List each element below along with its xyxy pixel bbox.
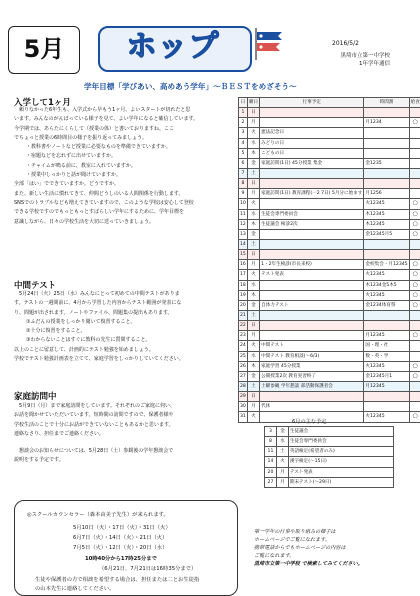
cell-day: 11 xyxy=(239,209,248,219)
cell-lunch: ◯ xyxy=(409,199,420,209)
table-row xyxy=(239,280,420,290)
cell-day: 29 xyxy=(239,392,248,402)
cell-weekday: 金 xyxy=(247,158,259,168)
table-row xyxy=(239,219,420,229)
cell-event xyxy=(260,179,364,189)
cell-timetable xyxy=(364,321,409,331)
table-header-row xyxy=(239,98,420,108)
cell-weekday: 金 xyxy=(276,427,288,437)
cell-event xyxy=(260,290,364,300)
section-heading-home-visit: 家庭訪問中 xyxy=(14,390,57,402)
cell-event: 期末テスト(～29日) xyxy=(288,477,393,487)
cell-lunch xyxy=(409,250,420,260)
cell-timetable xyxy=(364,108,409,118)
cell-day: 14 xyxy=(265,457,277,467)
cell-day: 11 xyxy=(265,447,277,457)
cell-timetable: 木1234金5木5 xyxy=(364,280,409,290)
cell-event: みどりの日 xyxy=(260,138,364,148)
cell-day: 19 xyxy=(239,290,248,300)
cell-weekday: 金 xyxy=(247,371,259,381)
cell-event: 代休 xyxy=(260,402,364,412)
paragraph: 学校でテスト勉強計画表を立てて、家庭学習をしっかりしていてください。 xyxy=(14,355,236,364)
cell-day: 24 xyxy=(239,341,248,351)
column-header-day: 日 xyxy=(239,98,248,108)
cell-event xyxy=(260,168,364,178)
cell-lunch: ◯ xyxy=(409,412,420,422)
cell-lunch xyxy=(409,341,420,351)
cell-day: 8 xyxy=(239,179,248,189)
cell-lunch xyxy=(409,402,420,412)
table-row xyxy=(239,351,420,361)
counselor-contact-note: の山本先生に連絡してください。 xyxy=(35,584,114,592)
cell-weekday: 金 xyxy=(247,229,259,239)
cell-lunch: ◯ xyxy=(409,219,420,229)
cell-event: 生徒議会 検診2次 xyxy=(260,219,364,229)
cell-lunch xyxy=(409,138,420,148)
table-row xyxy=(239,412,420,422)
paragraph: お話を聞かせていただいています。短時間の訪問ですので、保護者様や xyxy=(14,411,236,420)
cell-timetable xyxy=(364,168,409,178)
cell-event: 生徒会専門委員会 xyxy=(260,209,364,219)
cell-event xyxy=(260,118,364,128)
cell-day: 6 xyxy=(239,158,248,168)
cell-weekday: 月 xyxy=(247,260,259,270)
cell-day: 12 xyxy=(239,219,248,229)
cell-day: 27 xyxy=(265,477,277,487)
cell-day: 18 xyxy=(239,280,248,290)
cell-weekday: 水 xyxy=(247,280,259,290)
table-row xyxy=(239,381,420,391)
cell-event xyxy=(260,199,364,209)
table-row xyxy=(239,148,420,158)
cell-weekday: 日 xyxy=(247,108,259,118)
paragraph: り、問題が出されます。ノートやファイル、問題集の提出もあります。 xyxy=(14,309,236,318)
cell-timetable xyxy=(364,128,409,138)
cell-event: 漢字検定(～15日) xyxy=(288,457,393,467)
note-line: ホームページでご覧になれます。 xyxy=(254,536,414,544)
paragraph: 学校生活のことで十分にお話ができていないこともあるかと思います。 xyxy=(14,421,236,430)
cell-timetable xyxy=(364,250,409,260)
cell-event: 家庭訪問(1日) 45分授業 集金 xyxy=(260,158,364,168)
cell-event xyxy=(260,321,364,331)
note-line: 第一学年の行事や取り組みの様子は xyxy=(254,528,414,536)
cell-weekday: 木 xyxy=(247,219,259,229)
cell-weekday: 火 xyxy=(247,270,259,280)
cell-event xyxy=(260,229,364,239)
cell-event: テスト発表 xyxy=(260,270,364,280)
cell-weekday: 月 xyxy=(247,331,259,341)
cell-weekday: 水 xyxy=(276,437,288,447)
cell-weekday: 火 xyxy=(247,128,259,138)
cell-weekday: 火 xyxy=(276,457,288,467)
checklist-item: ②十分に復習をすること。 xyxy=(14,327,236,336)
table-row xyxy=(265,437,394,447)
cell-event: 公開授業2次 教育実習終了 xyxy=(260,371,364,381)
cell-lunch: ◯ xyxy=(409,280,420,290)
section-midterm-body xyxy=(14,290,236,364)
cell-timetable xyxy=(364,402,409,412)
cell-weekday: 土 xyxy=(247,310,259,320)
cell-weekday: 土 xyxy=(247,381,259,391)
table-row xyxy=(239,239,420,249)
cell-day: 27 xyxy=(239,371,248,381)
checklist-item: ・宿題などを忘れずに出せていますか。 xyxy=(14,152,236,161)
cell-day: 26 xyxy=(239,361,248,371)
paragraph: できる学校ですのでもっともっとすばらしい学年にするために、学年目標を xyxy=(14,208,236,217)
cell-day: 4 xyxy=(239,138,248,148)
table-row xyxy=(239,118,420,128)
checklist-item: ③わからないことはすぐに教科の先生に質問すること。 xyxy=(14,336,236,345)
cell-event xyxy=(260,280,364,290)
cell-event xyxy=(260,392,364,402)
cell-lunch xyxy=(409,321,420,331)
paragraph: 5月24日（火）25日（水）みんなにとって初めての中間テストがありま xyxy=(14,290,236,299)
paragraph: 今学期では、あらたにくらして（授業の体）と書いておりますね。ここ xyxy=(14,125,236,134)
table-row xyxy=(239,209,420,219)
cell-weekday: 水 xyxy=(247,351,259,361)
paragraph: また、新しい生活に慣れてきて、仲間どうしのいる人間関係を行動します。 xyxy=(14,190,236,199)
cell-day: 1 xyxy=(239,108,248,118)
cell-lunch xyxy=(409,351,420,361)
cell-lunch xyxy=(409,128,420,138)
newsletter-type: 1年学年通信 xyxy=(330,59,390,67)
table-row xyxy=(265,427,394,437)
table-row xyxy=(239,310,420,320)
cell-timetable: 金1235 xyxy=(364,158,409,168)
cell-lunch: ◯ xyxy=(409,290,420,300)
section-home-visit-body xyxy=(14,402,236,439)
cell-timetable: 国・理・社 xyxy=(364,341,409,351)
checklist-item: ・教科書やノートなど授業に必要なものを準備できていますか。 xyxy=(14,143,236,152)
cell-timetable xyxy=(364,138,409,148)
table-row xyxy=(239,250,420,260)
cell-lunch xyxy=(409,148,420,158)
table-row xyxy=(239,290,420,300)
cell-day: 20 xyxy=(265,467,277,477)
column-header-lunch: 給食 xyxy=(409,98,420,108)
cell-event xyxy=(260,108,364,118)
cell-weekday: 土 xyxy=(276,447,288,457)
table-row xyxy=(239,321,420,331)
cell-day: 28 xyxy=(239,381,248,391)
cell-lunch: ◯ xyxy=(409,371,420,381)
cell-lunch: ◯ xyxy=(409,209,420,219)
cell-day: 2 xyxy=(239,118,248,128)
cell-timetable: 月1234 xyxy=(364,118,409,128)
cell-lunch xyxy=(409,239,420,249)
cell-event: 家庭学習 45分授業 xyxy=(260,361,364,371)
cell-lunch: ◯ xyxy=(409,300,420,310)
table-row xyxy=(239,229,420,239)
checklist-item: ・授業中しっかりと話が聞けていますか。 xyxy=(14,171,236,180)
cell-timetable: 火12345 xyxy=(364,199,409,209)
cell-weekday: 木 xyxy=(247,361,259,371)
cell-lunch xyxy=(409,189,420,199)
cell-day: 21 xyxy=(239,310,248,320)
cell-weekday: 金 xyxy=(247,300,259,310)
cell-timetable: 月12345 xyxy=(364,381,409,391)
counselor-dates-may: 5月10日（火）・17日（火）・31日（火） xyxy=(73,523,171,531)
cell-weekday: 月 xyxy=(276,477,288,487)
cell-event xyxy=(260,239,364,249)
table-row xyxy=(239,158,420,168)
paragraph: 全部「はい」でできていますか。どうですか。 xyxy=(14,180,236,189)
cell-lunch: ◯ xyxy=(409,260,420,270)
table-row xyxy=(239,179,420,189)
cell-event: 土曜参観 学年懇談 部活動保護者会 xyxy=(260,381,364,391)
section-heading-midterm: 中間テスト xyxy=(14,279,56,291)
table-row xyxy=(265,467,394,477)
cell-lunch: ◯ xyxy=(409,229,420,239)
cell-lunch xyxy=(409,381,420,391)
cell-timetable: 火12345 xyxy=(364,361,409,371)
cell-event xyxy=(260,250,364,260)
cell-weekday: 木 xyxy=(247,148,259,158)
cell-day: 9 xyxy=(239,189,248,199)
cell-weekday: 月 xyxy=(276,467,288,477)
table-row xyxy=(239,331,420,341)
note-line: 携帯電話からでもホームページの内容は xyxy=(254,544,414,552)
cell-event: 家庭訪問(1日) 教育課程(一2 7日) 5月分に始ます xyxy=(260,189,364,199)
cell-day: 13 xyxy=(239,229,248,239)
section-first-month-body xyxy=(14,106,236,227)
month-badge: 5月 xyxy=(8,26,80,74)
paragraph: 懇談会のお知らせについては、5月28日（土）参観後の学年懇談会で xyxy=(14,447,236,456)
cell-weekday: 土 xyxy=(247,168,259,178)
table-row xyxy=(239,402,420,412)
cell-timetable: 金12345月5 xyxy=(364,229,409,239)
cell-lunch xyxy=(409,179,420,189)
cell-timetable: 数・英・学 xyxy=(364,351,409,361)
homepage-note xyxy=(254,528,414,568)
paragraph: 連絡なさり、担任までご連絡ください。 xyxy=(14,430,236,439)
checklist-item: ・チャイムが鳴る前に、教室に入れていますか。 xyxy=(14,162,236,171)
cell-event: 中間テスト 教育相談(～6/3) xyxy=(260,351,364,361)
cell-lunch: ◯ xyxy=(409,118,420,128)
cell-lunch xyxy=(409,392,420,402)
cell-timetable: 月1256 xyxy=(364,189,409,199)
cell-event xyxy=(260,310,364,320)
cell-lunch xyxy=(409,168,420,178)
table-row xyxy=(239,108,420,118)
cell-timetable xyxy=(364,392,409,402)
table-row xyxy=(239,260,420,270)
section-heading-first-month: 入学して1ヶ月 xyxy=(14,96,71,108)
table-row xyxy=(239,189,420,199)
cell-lunch: ◯ xyxy=(409,270,420,280)
cell-day: 23 xyxy=(239,331,248,341)
cell-event: テスト発表 xyxy=(288,467,393,477)
cell-event: 自体力テスト xyxy=(260,300,364,310)
column-header-weekday: 曜日 xyxy=(247,98,259,108)
cell-timetable: 火12345 xyxy=(364,412,409,422)
cell-day: 5 xyxy=(239,148,248,158)
table-row xyxy=(265,457,394,467)
note-line: ご覧になれます。 xyxy=(254,552,414,560)
cell-timetable: 金校集会・月12345 xyxy=(364,260,409,270)
cell-weekday: 火 xyxy=(247,199,259,209)
paragraph: SNSでのトラブルなども増えてきていますので、このような学校は安心して登校 xyxy=(14,199,236,208)
cell-day: 3 xyxy=(265,427,277,437)
cell-day: 16 xyxy=(239,260,248,270)
cell-day: 22 xyxy=(239,321,248,331)
cell-event: 生徒会専門委員会 xyxy=(288,437,393,447)
cell-timetable xyxy=(364,310,409,320)
counselor-hours: 10時40分から17時25分まで xyxy=(85,554,157,562)
may-schedule-table xyxy=(238,97,420,423)
cell-event: 生徒議会 xyxy=(288,427,393,437)
cell-weekday: 月 xyxy=(247,402,259,412)
counselor-contact-note: 生徒や保護者の方で相談を希望する場合は、担任または二とお生徒指 xyxy=(35,575,199,583)
paragraph: す。テストの一週間前に、4月から学習した内容からテスト範囲が発表にな xyxy=(14,299,236,308)
counselor-dates-june: 6月7日（火）・14日（火）・21日（火） xyxy=(73,533,167,541)
cell-day: 17 xyxy=(239,270,248,280)
cell-weekday: 月 xyxy=(247,118,259,128)
cell-lunch: ◯ xyxy=(409,361,420,371)
cell-timetable: 金1234体育祭 xyxy=(364,300,409,310)
cell-day: 3 xyxy=(239,128,248,138)
cell-weekday: 日 xyxy=(247,250,259,260)
cell-lunch xyxy=(409,310,420,320)
cell-weekday: 木 xyxy=(247,290,259,300)
june-schedule-table xyxy=(264,426,394,488)
cell-day: 31 xyxy=(239,412,248,422)
cell-weekday: 日 xyxy=(247,321,259,331)
newsletter-title: ホップ xyxy=(100,28,246,66)
table-row xyxy=(239,361,420,371)
cell-day: 10 xyxy=(239,199,248,209)
cell-weekday: 月 xyxy=(247,189,259,199)
issue-date: 2016/5/2 xyxy=(332,40,359,47)
school-name: 黒埼市立第一中学校 xyxy=(330,51,390,59)
table-row xyxy=(239,371,420,381)
cell-weekday: 水 xyxy=(247,138,259,148)
cell-timetable: 木12345 xyxy=(364,209,409,219)
table-row xyxy=(239,138,420,148)
paragraph: でちょっと授業の6時間目の様子を振り返ってみましょう。 xyxy=(14,134,236,143)
home-visit-note xyxy=(14,447,236,466)
cell-timetable xyxy=(364,148,409,158)
cell-weekday: 日 xyxy=(247,179,259,189)
paragraph: 以上のことに留意して、計画的にテスト勉強を始めましょう。 xyxy=(14,346,236,355)
cell-day: 25 xyxy=(239,351,248,361)
column-header-timetable: 時間割 xyxy=(364,98,409,108)
paragraph: 意識しながら、日々の学校生活を大切に送っていきましょう。 xyxy=(14,218,236,227)
table-row xyxy=(239,300,420,310)
cell-event: 英語検定(希望者のみ) xyxy=(288,447,393,457)
cell-day: 30 xyxy=(239,402,248,412)
cell-weekday: 火 xyxy=(247,412,259,422)
cell-timetable: 金12345月1 xyxy=(364,371,409,381)
counselor-dates-july: 7月5日（火）・12日（火）・20日（水） xyxy=(73,543,167,551)
note-line: 黒埼市立第一中学校 で検索してみてください。 xyxy=(254,560,414,568)
cell-lunch xyxy=(409,158,420,168)
checklist-item: ①ふだんの授業をしっかり聞いて復習すること。 xyxy=(14,318,236,327)
cell-weekday: 火 xyxy=(247,341,259,351)
cell-weekday: 土 xyxy=(247,239,259,249)
counselor-hours-note: （6月21日、7月21日は16時35分まで） xyxy=(99,564,196,572)
table-row xyxy=(239,199,420,209)
cell-day: 14 xyxy=(239,239,248,249)
table-row xyxy=(265,447,394,457)
table-row xyxy=(239,168,420,178)
counselor-notice: ◎スクールカウンセラー（森本由美子先生）が来られます。 xyxy=(27,510,169,518)
table-row xyxy=(239,270,420,280)
counselor-info-box xyxy=(14,500,238,596)
table-row xyxy=(239,128,420,138)
cell-event xyxy=(260,331,364,341)
cell-event: 1・2年生検診(市長来校) xyxy=(260,260,364,270)
paragraph: 頼りなかった6年生も、入学式から早もう1ヶ月、よいスタートが切れたと思 xyxy=(14,106,236,115)
column-header-event: 行事予定 xyxy=(260,98,364,108)
cell-timetable xyxy=(364,239,409,249)
cell-event: 中間テスト xyxy=(260,341,364,351)
cell-event: 憲法記念日 xyxy=(260,128,364,138)
cell-weekday: 水 xyxy=(247,209,259,219)
cell-day: 20 xyxy=(239,300,248,310)
june-schedule-title: 6月の主な予定 xyxy=(292,418,326,425)
cell-weekday: 日 xyxy=(247,392,259,402)
paragraph: 5月9日（月）まで家庭訪問をしています。それぞれのご家庭に伺い、 xyxy=(14,402,236,411)
table-row xyxy=(265,477,394,487)
cell-timetable: 木12345 xyxy=(364,219,409,229)
cell-day: 15 xyxy=(239,250,248,260)
cell-day: 7 xyxy=(239,168,248,178)
grade-goal: 学年目標「学びあい、高めあう学年」～ＢＥＳＴをめざそう～ xyxy=(84,81,297,92)
cell-lunch: ◯ xyxy=(409,331,420,341)
cell-timetable: 火12345 xyxy=(364,270,409,280)
koinobori-icon xyxy=(252,26,292,60)
table-row xyxy=(239,341,420,351)
paragraph: 説明をする予定です。 xyxy=(14,456,236,465)
cell-event: こどもの日 xyxy=(260,148,364,158)
table-row xyxy=(239,392,420,402)
cell-timetable: 火12345 xyxy=(364,290,409,300)
cell-timetable: 月12345 xyxy=(364,331,409,341)
cell-day: 8 xyxy=(265,437,277,447)
cell-timetable xyxy=(364,179,409,189)
cell-lunch xyxy=(409,108,420,118)
paragraph: います。みんなのがんばっている様子を見て、よい学年になると確信しています。 xyxy=(14,115,236,124)
